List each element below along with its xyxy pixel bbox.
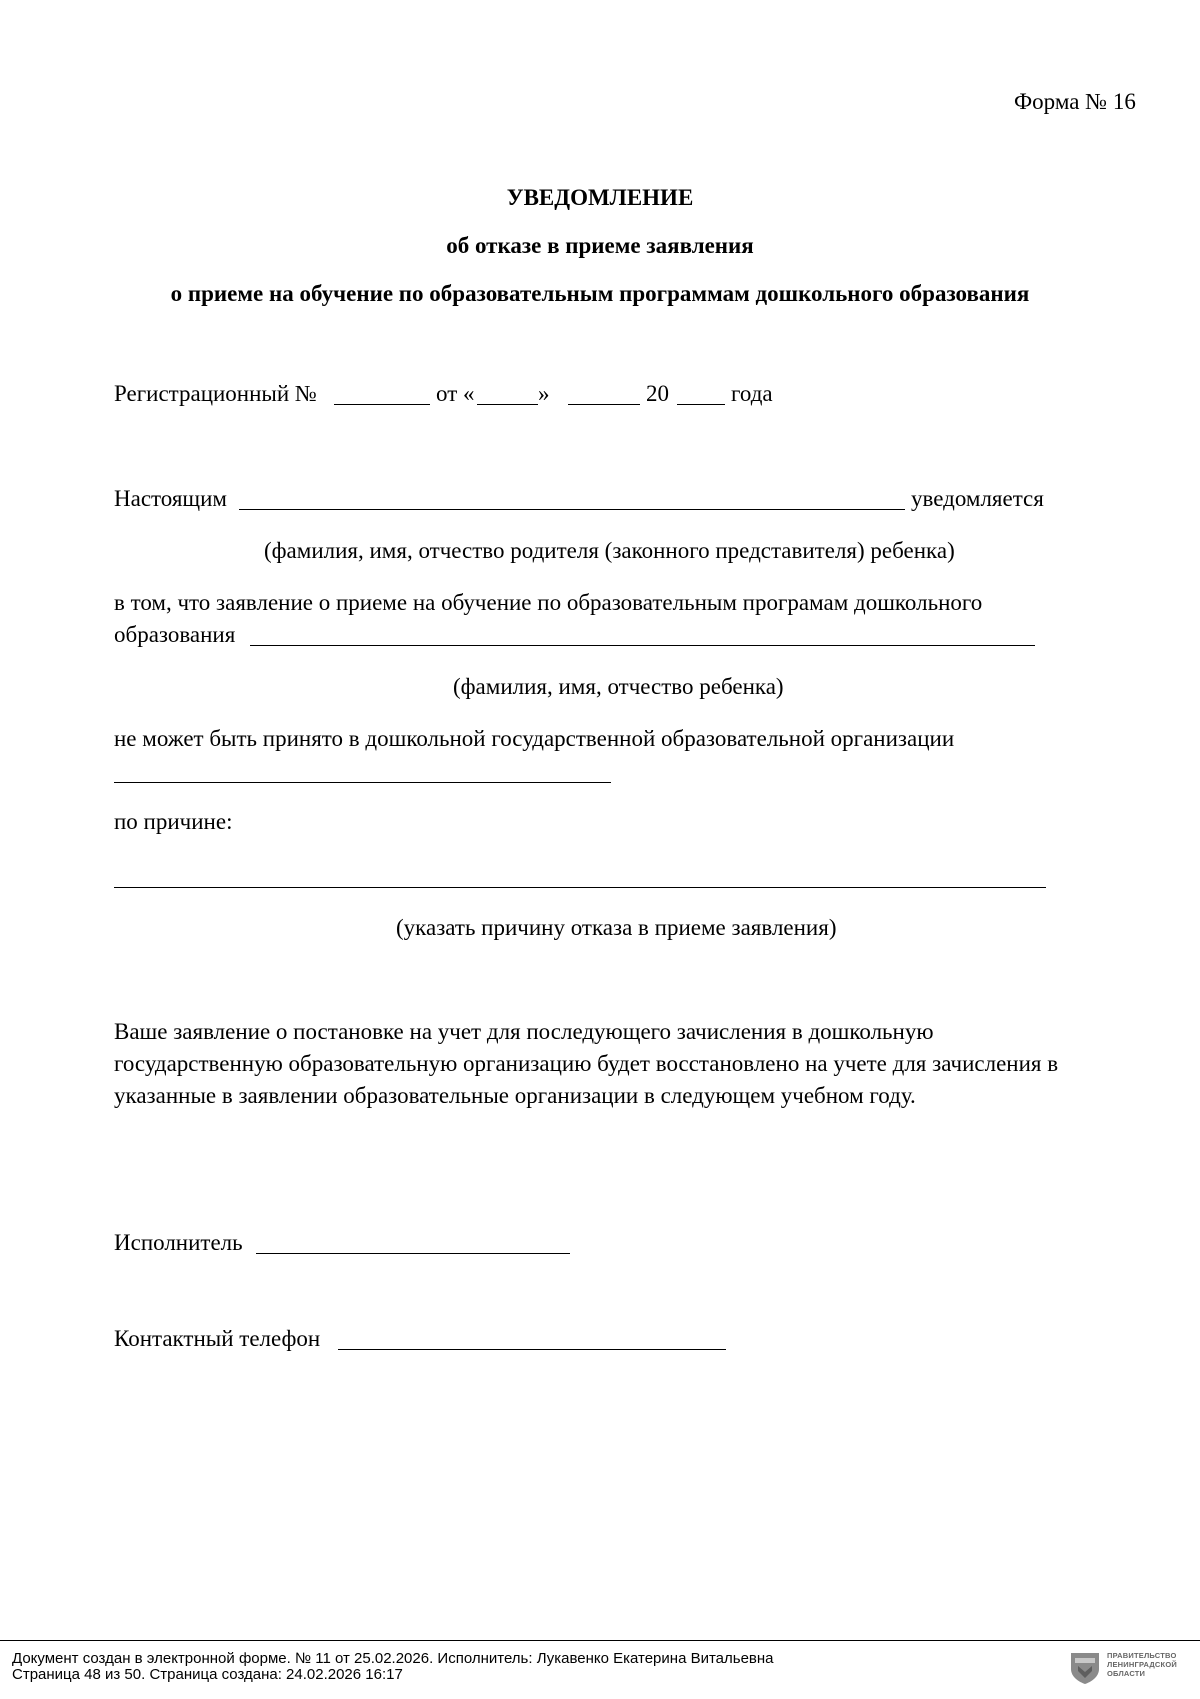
document-subtitle-2: о приеме на обучение по образовательным программам дошкольного образования [170, 281, 1030, 306]
phone-blank [338, 1349, 726, 1350]
executor-label: Исполнитель [114, 1230, 243, 1255]
registration-year-blank [677, 404, 725, 405]
form-number: Форма № 16 [1014, 89, 1136, 114]
document-subtitle-1: об отказе в приеме заявления [446, 233, 754, 258]
application-line-1: в том, что заявление о приеме на обучение по образовательным програмам дошкольного [114, 590, 983, 615]
page-footer [0, 1640, 1200, 1699]
government-logo-text [1107, 1651, 1177, 1678]
parent-name-caption: (фамилия, имя, отчество родителя (законного представителя) ребенка) [264, 538, 955, 563]
parent-name-blank [239, 509, 905, 510]
registration-number-blank [334, 404, 430, 405]
child-name-caption: (фамилия, имя, отчество ребенка) [453, 674, 784, 699]
registration-month-blank [568, 404, 640, 405]
registration-from: от « [436, 381, 475, 406]
restore-paragraph-line-1: Ваше заявление о постановке на учет для последующего зачисления в дошкольную [114, 1019, 934, 1044]
document-title: УВЕДОМЛЕНИЕ [506, 185, 694, 210]
registration-label: Регистрационный № [114, 381, 317, 406]
child-name-blank [250, 645, 1035, 646]
reason-label: по причине: [114, 809, 233, 834]
footer-page-info: Страница 48 из 50. Страница создана: 24.02.2026 16:17 [12, 1666, 403, 1683]
application-line-2: образования [114, 622, 236, 647]
registration-year-suffix: года [731, 381, 773, 406]
reason-blank [114, 887, 1046, 888]
restore-paragraph-line-2: государственную образовательную организацию будет восстановлено на учете для зачисления в [114, 1051, 1059, 1076]
restore-paragraph-line-3: указанные в заявлении образовательные организации в следующем учебном году. [114, 1083, 916, 1108]
organization-text: не может быть принято в дошкольной государственной образовательной организации [114, 726, 955, 751]
registration-year-prefix: 20 [646, 381, 669, 406]
coat-of-arms-icon [1069, 1651, 1101, 1685]
gov-logo-line-3: ОБЛАСТИ [1107, 1669, 1146, 1678]
registration-day-blank [477, 404, 538, 405]
phone-label: Контактный телефон [114, 1326, 321, 1351]
organization-name-blank [114, 782, 611, 783]
notice-tail: уведомляется [911, 486, 1044, 511]
gov-logo-line-1: ПРАВИТЕЛЬСТВО [1107, 1651, 1177, 1660]
reason-caption: (указать причину отказа в приеме заявления) [396, 915, 837, 940]
gov-logo-line-2: ЛЕНИНГРАДСКОЙ [1107, 1660, 1177, 1669]
registration-close-quote: » [538, 381, 550, 406]
footer-document-info: Документ создан в электронной форме. № 11 от 25.02.2026. Исполнитель: Лукавенко Екатерина Витальевна [12, 1650, 774, 1667]
notice-lead: Настоящим [114, 486, 227, 511]
executor-blank [256, 1253, 570, 1254]
